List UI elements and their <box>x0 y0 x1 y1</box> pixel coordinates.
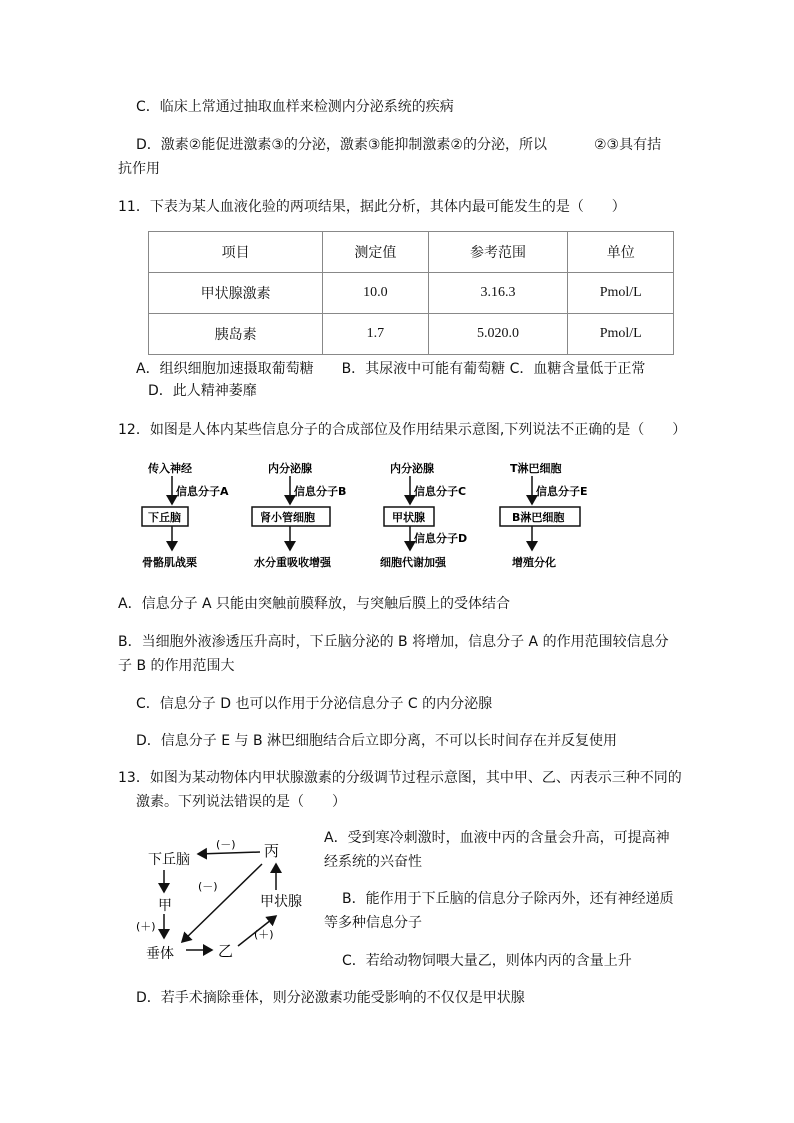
pathway-c <box>380 461 467 569</box>
signal-label: 信息分子A <box>176 485 229 498</box>
q11-options-line1: A．组织细胞加速摄取葡萄糖 B．其尿液中可能有葡萄糖 C．血糖含量低于正常 <box>136 361 646 377</box>
result-label: 水分重吸收增强 <box>254 556 331 569</box>
header-cell: 单位 <box>568 232 674 273</box>
q10-option-d-line1b: ②③具有拮 <box>594 137 662 153</box>
negative-sign-diagonal: (－) <box>198 880 218 893</box>
target-label: 肾小管细胞 <box>260 511 315 524</box>
header-cell: 测定值 <box>323 232 428 273</box>
q13-stem-line1: 13．如图为某动物体内甲状腺激素的分级调节过程示意图，其中甲、乙、丙表示三种不同的 <box>118 770 682 786</box>
q13-stem-line2: 激素。下列说法错误的是（ ） <box>136 794 346 810</box>
negative-sign-top: (－) <box>216 838 236 851</box>
q13-option-b-line2: 等多种信息分子 <box>324 915 422 931</box>
table-row <box>149 314 674 355</box>
q13-option-c: C．若给动物饲喂大量乙，则体内丙的含量上升 <box>342 953 632 969</box>
table-cell: 甲状腺激素 <box>149 273 323 314</box>
q12-stem: 12．如图是人体内某些信息分子的合成部位及作用结果示意图,下列说法不正确的是（ ） <box>118 422 687 438</box>
signal-label: 信息分子B <box>294 485 347 498</box>
q13-option-b-line1: B．能作用于下丘脑的信息分子除丙外，还有神经递质 <box>342 891 674 907</box>
q11-table <box>148 231 674 355</box>
source-label: 内分泌腺 <box>390 462 434 475</box>
table-header-row <box>149 232 674 273</box>
q12-option-c: C．信息分子 D 也可以作用于分泌信息分子 C 的内分泌腺 <box>136 696 493 712</box>
feedback-arrow-to-pituitary <box>182 864 262 942</box>
result-label: 骨骼肌战栗 <box>142 556 197 569</box>
q13-option-d: D．若手术摘除垂体，则分泌激素功能受影响的不仅仅是甲状腺 <box>136 990 525 1006</box>
q10-option-d-line1: D．激素②能促进激素③的分泌，激素③能抑制激素②的分泌，所以 <box>136 137 547 153</box>
q12-option-d: D．信息分子 E 与 B 淋巴细胞结合后立即分离，不可以长时间存在并反复使用 <box>136 733 618 749</box>
q10-option-d-line2: 抗作用 <box>118 161 160 177</box>
table-cell: 3.16.3 <box>428 273 568 314</box>
q11-stem: 11．下表为某人血液化验的两项结果，据此分析，其体内最可能发生的是（ ） <box>118 199 626 215</box>
q10-option-c: C．临床上常通过抽取血样来检测内分泌系统的疾病 <box>136 99 454 115</box>
hormone-b-label: 乙 <box>218 942 234 960</box>
hormone-c-label: 丙 <box>264 842 280 860</box>
q13-option-a-line2: 经系统的兴奋性 <box>324 854 422 870</box>
target-label: 甲状腺 <box>392 511 425 524</box>
q12-option-b-line2: 子 B 的作用范围大 <box>118 658 235 674</box>
extra-signal-label: 信息分子D <box>414 532 468 545</box>
q12-diagram <box>140 458 600 570</box>
target-label: B淋巴细胞 <box>512 511 565 524</box>
pathway-d <box>500 461 588 569</box>
feedback-arrow-to-hypothalamus <box>198 852 260 854</box>
table-cell: 1.7 <box>323 314 428 355</box>
header-cell: 项目 <box>149 232 323 273</box>
thyroid-label: 甲状腺 <box>260 894 302 910</box>
table-cell: 5.020.0 <box>428 314 568 355</box>
hypothalamus-label: 下丘脑 <box>148 852 190 868</box>
source-label: 内分泌腺 <box>268 462 312 475</box>
header-cell: 参考范围 <box>428 232 568 273</box>
pituitary-label: 垂体 <box>146 946 174 962</box>
pathway-a <box>142 461 229 569</box>
positive-sign-right: (＋) <box>254 928 274 941</box>
q13-option-a-line1: A．受到寒冷刺激时，血液中丙的含量会升高，可提高神 <box>324 830 670 846</box>
target-label: 下丘脑 <box>148 511 181 524</box>
pathway-b <box>252 461 346 569</box>
table-cell: Pmol/L <box>568 314 674 355</box>
q11-options-line2: D．此人精神萎靡 <box>148 383 257 399</box>
table-cell: Pmol/L <box>568 273 674 314</box>
table-cell: 10.0 <box>323 273 428 314</box>
signal-label: 信息分子C <box>414 485 467 498</box>
signal-label: 信息分子E <box>536 485 588 498</box>
q12-option-b-line1: B．当细胞外液渗透压升高时，下丘脑分泌的 B 将增加，信息分子 A 的作用范围较信息分 <box>118 634 669 650</box>
q12-option-a: A．信息分子 A 只能由突触前膜释放，与突触后膜上的受体结合 <box>118 596 511 612</box>
hormone-a-label: 甲 <box>158 898 172 914</box>
positive-sign-left: (＋) <box>136 920 156 933</box>
q13-diagram <box>136 830 316 970</box>
table-row <box>149 273 674 314</box>
result-label: 增殖分化 <box>512 556 556 569</box>
source-label: 传入神经 <box>148 462 192 475</box>
source-label: T淋巴细胞 <box>510 462 562 475</box>
result-label: 细胞代谢加强 <box>380 556 446 569</box>
table-cell: 胰岛素 <box>149 314 323 355</box>
